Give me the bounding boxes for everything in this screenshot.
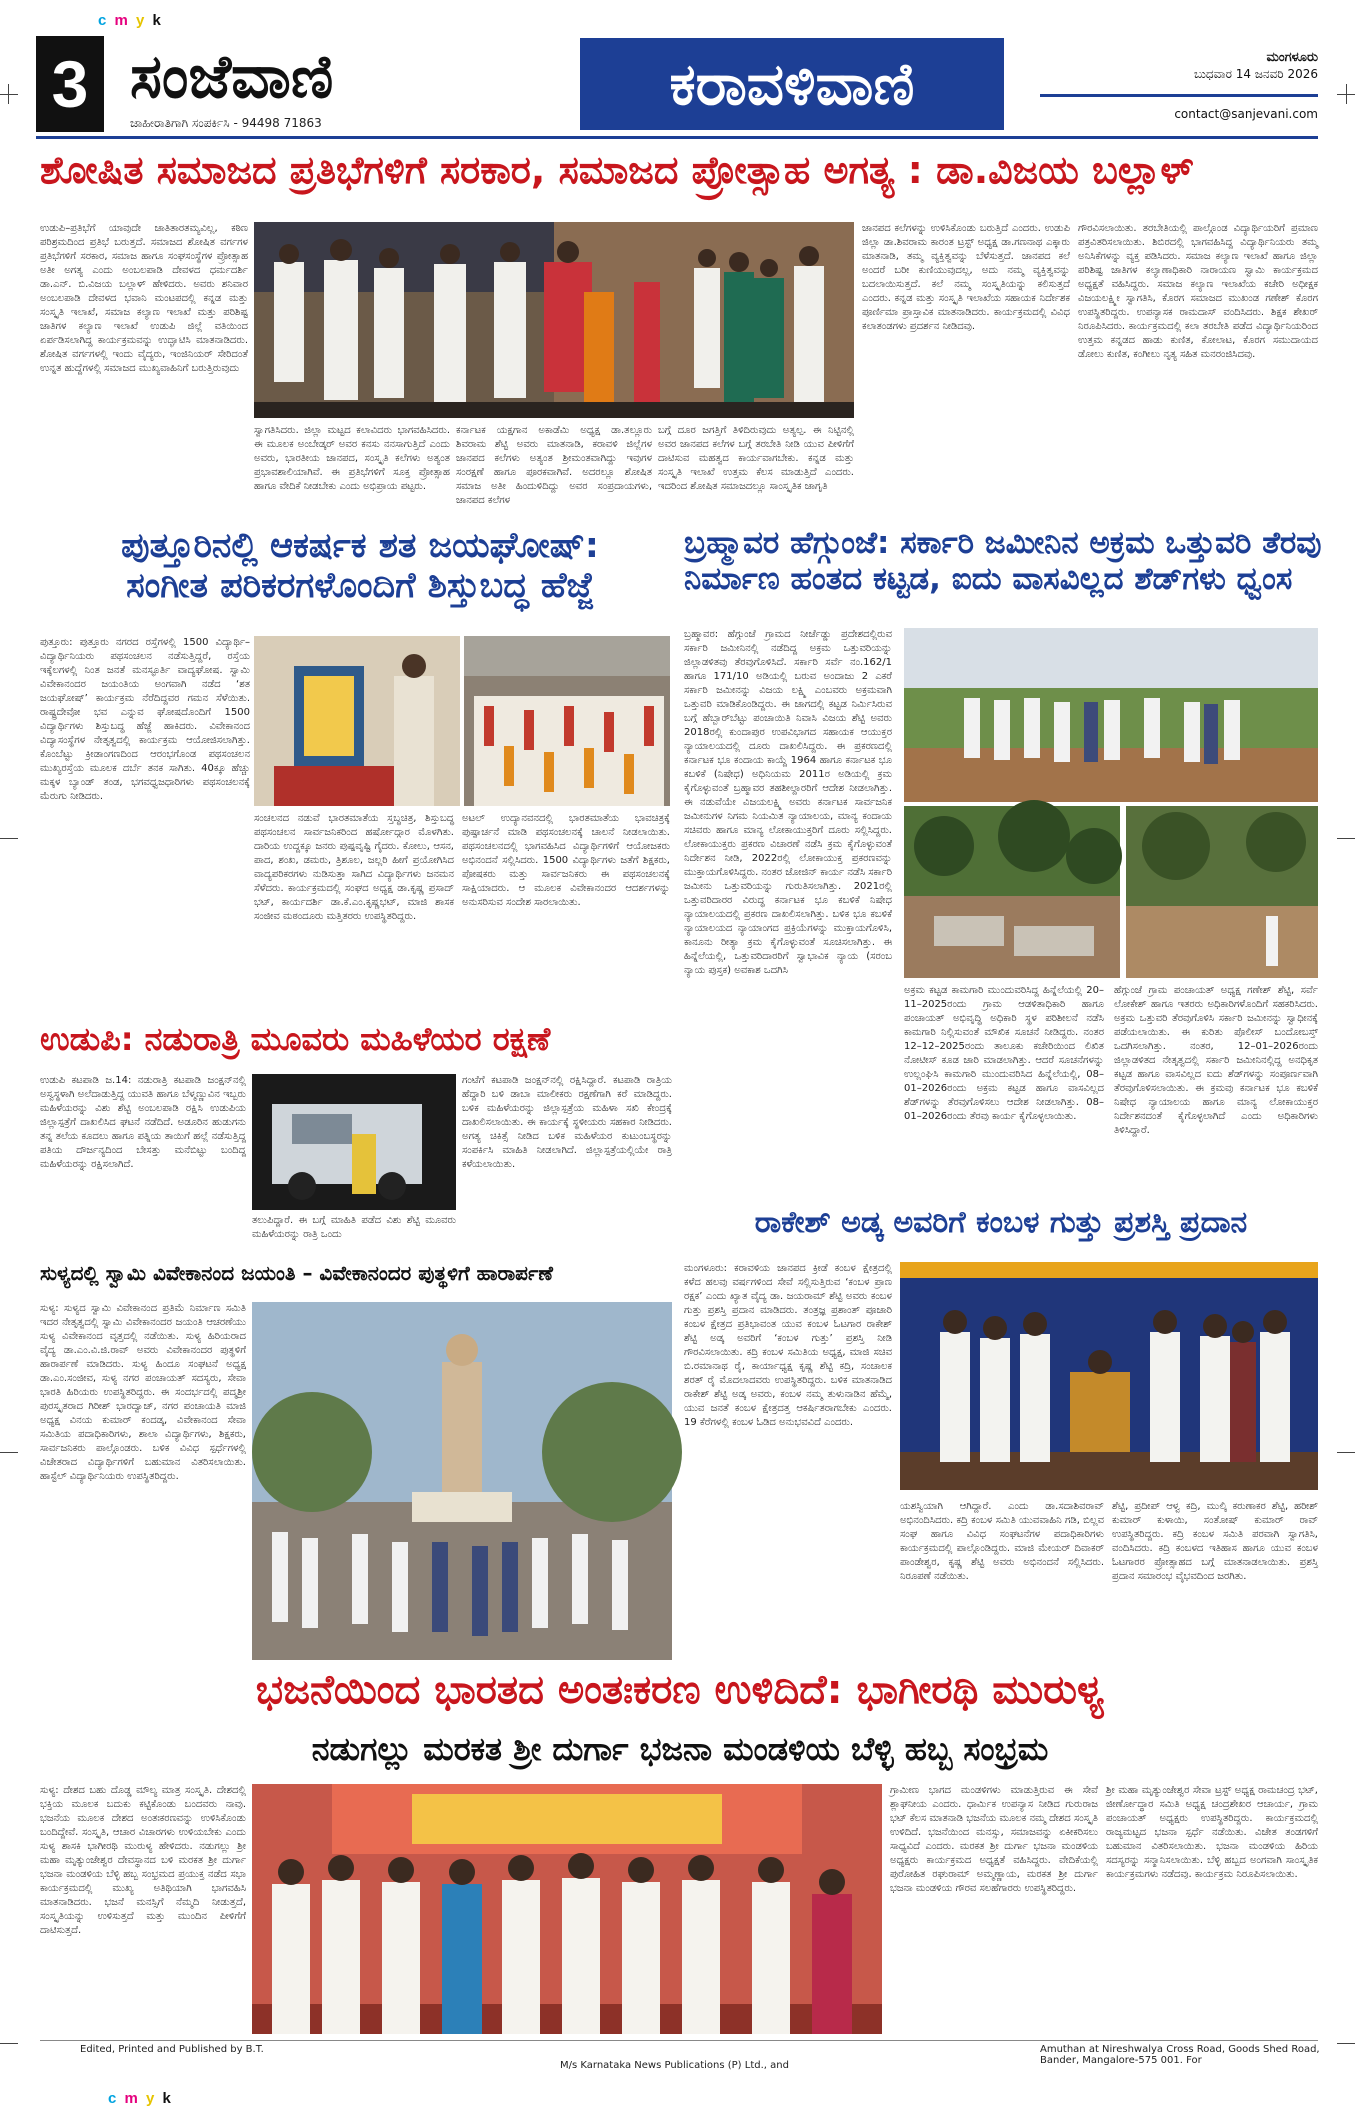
lead-col-mid: ಕರ್ನಾಟಕ ಯಕ್ಷಗಾನ ಅಕಾಡೆಮಿ ಅಧ್ಯಕ್ಷ ಡಾ.ತಲ್ಲೂರು ಶಿವರಾಮ ಶೆಟ್ಟಿ ಅವರು ಮಾತನಾಡಿ, ಕರಾವಳಿ ಜಿಲ್ಲೆಗಳ ಜಾನಪದ ಕಲೆಗಳು ಅತ್ಯಂತ ಶ್ರೀಮಂತವಾಗಿದ್ದು ಇವುಗಳ ಸಂರಕ್ಷಣೆ ಹಾಗೂ ಪೂರಕವಾಗಿವೆ. ಅದರಲ್ಲೂ ಶೋಷಿತ ಸಮಾಜ ಅತೀ ಹಿಂದುಳಿದಿದ್ದು ಅವರ ಸಂಪ್ರದಾಯಗಳು, ಜಾನಪದ ಕಲೆಗಳ <box>456 425 652 506</box>
crop-mark <box>1337 1452 1355 1453</box>
udupi-headline: ಉಡುಪಿ: ನಡುರಾತ್ರಿ ಮೂವರು ಮಹಿಳೆಯರ ರಕ್ಷಣೆ <box>40 1020 551 1058</box>
cmyk-m: m <box>114 12 130 29</box>
crop-mark <box>0 838 18 839</box>
sullia-col-1: ಸುಳ್ಯ: ಸುಳ್ಯದ ಸ್ವಾಮಿ ವಿವೇಕಾನಂದ ಪ್ರತಿಮೆ ನಿರ್ಮಾಣ ಸಮಿತಿ ಇದರ ನೇತೃತ್ವದಲ್ಲಿ ಸ್ವಾಮಿ ವಿವೇಕಾನಂದರ ಜಯಂತಿ ಆಚರಣೆಯು ಸುಳ್ಯ ವಿವೇಕಾನಂದ ವೃತ್ತದಲ್ಲಿ ನಡೆಯಿತು. ಸುಳ್ಯ ಹಿರಿಯರಾದ ವೈದ್ಯ ಡಾ.ಎಂ.ವಿ.ಜಿ.ರಾವ್‌ ಅವರು ವಿವೇಕಾನಂದರ ಪುತ್ಥಳಿಗೆ ಹಾರಾರ್ಪಣೆ ಮಾಡಿದರು. ಸುಳ್ಯ ಹಿಂದೂ ಸಂಘಟನೆ ಅಧ್ಯಕ್ಷ ಡಾ.ಎಂ.ಸಂಜೀವ, ಸುಳ್ಯ ನಗರ ಪಂಚಾಯತ್‌ ಸದಸ್ಯರು, ಸೇವಾ ಭಾರತಿ ಹಿರಿಯರು ಉಪಸ್ಥಿತರಿದ್ದರು. ಈ ಸಂದರ್ಭದಲ್ಲಿ ಪದ್ಮಶ್ರೀ ಪುರಸ್ಕೃತರಾದ ಗಿರೀಶ್ ಭಾರದ್ವಾಜ್, ನಗರ ಪಂಚಾಯತಿ ಮಾಜಿ ಅಧ್ಯಕ್ಷ ವಿನಯ ಕುಮಾರ್ ಕಂದಡ್ಕ, ವಿವೇಕಾನಂದ ಸೇವಾ ಸಮಿತಿಯ ಪದಾಧಿಕಾರಿಗಳು, ಶಾಲಾ ವಿದ್ಯಾರ್ಥಿಗಳು, ಶಿಕ್ಷಕರು, ಸಾರ್ವಜನಿಕರು ಪಾಲ್ಗೊಂಡರು. ಬಳಿಕ ವಿವಿಧ ಸ್ಪರ್ಧೆಗಳಲ್ಲಿ ವಿಜೇತರಾದ ವಿದ್ಯಾರ್ಥಿಗಳಿಗೆ ಬಹುಮಾನ ವಿತರಿಸಲಾಯಿತು. ಹಾಸ್ಟೆಲ್ ವಿದ್ಯಾರ್ಥಿನಿಯರು ಉಪಸ್ಥಿತರಿದ್ದರು. <box>40 1303 246 1482</box>
bhajane-subheadline: ನಡುಗಲ್ಲು ಮರಕತ ಶ್ರೀ ದುರ್ಗಾ ಭಜನಾ ಮಂಡಳಿಯ ಬೆಳ್ಳಿ ಹಬ್ಬ ಸಂಭ್ರಮ <box>311 1730 1049 1768</box>
crop-mark <box>0 94 18 95</box>
udupi-col-1: ಉಡುಪಿ ಕಟಪಾಡಿ ಜ.14: ನಡುರಾತ್ರಿ ಕಟಪಾಡಿ ಜಂಕ್ಷನ್‌ನಲ್ಲಿ ಅಸ್ವಸ್ಥಳಾಗಿ ಅಲೆದಾಡುತ್ತಿದ್ದ ಯುವತಿ ಹಾಗೂ ಬೆಳ್ಮಣ್ಣುವಿನ ಇಬ್ಬರು ಮಹಿಳೆಯರನ್ನು ವಿಶು ಶೆಟ್ಟಿ ಅಂಬಲಪಾಡಿ ರಕ್ಷಿಸಿ ಉಡುಪಿಯ ಜಿಲ್ಲಾಸ್ಪತ್ರೆಗೆ ದಾಖಲಿಸಿದ ಘಟನೆ ನಡೆದಿದೆ. ಅಡೂರಿನ ಹುಡುಗನು ತನ್ನ ತಲೆಯ ಕೂದಲು ಹಾಗೂ ಪತ್ನಿಯ ತಾಯಿಗೆ ಹಲ್ಲೆ ನಡೆಸುತ್ತಿದ್ದ ಪತಿಯ ದೌರ್ಜನ್ಯದಿಂದ ಬೇಸತ್ತು ಮನೆಬಿಟ್ಟು ಬಂದಿದ್ದ ಮಹಿಳೆಯರನ್ನು ರಕ್ಷಿಸಲಾಗಿದೆ. <box>40 1075 246 1170</box>
kambala-col-2: ಯಶಸ್ವಿಯಾಗಿ ಆಗಿದ್ದಾರೆ. ಎಂದು ಡಾ.ಸದಾಶಿವರಾವ್ ಅಭಿನಂದಿಸಿದರು. ಕದ್ರಿ ಕಂಬಳ ಸಮಿತಿ ಯುವವಾಹಿನಿ ಗಡಿ, ಬಿಲ್ಲವ ಸಂಘ ಹಾಗೂ ವಿವಿಧ ಸಂಘಟನೆಗಳ ಪದಾಧಿಕಾರಿಗಳು ಕಾರ್ಯಕ್ರಮದಲ್ಲಿ ಪಾಲ್ಗೊಂಡಿದ್ದರು. ಮಾಜಿ ಮೇಯರ್ ದಿವಾಕರ್ ಪಾಂಡೇಶ್ವರ, ಕೃಷ್ಣ ಶೆಟ್ಟಿ ಅವರು ಅಭಿನಂದನೆ ಸಲ್ಲಿಸಿದರು. ನಿರೂಪಣೆ ನಡೆಯಿತು. <box>900 1501 1104 1582</box>
bhajane-headline: ಭಜನೆಯಿಂದ ಭಾರತದ ಅಂತಃಕರಣ ಉಳಿದಿದೆ: ಭಾಗೀರಥಿ ಮುರುಳ್ಯ <box>255 1667 1105 1713</box>
brahmavar-photo-3 <box>1126 806 1318 978</box>
kambala-headline: ರಾಕೇಶ್ ಅಡ್ಕ ಅವರಿಗೆ ಕಂಬಳ ಗುತ್ತು ಪ್ರಶಸ್ತಿ ಪ್ರದಾನ <box>754 1205 1248 1240</box>
brahmavar-col-3: ಹೆಗ್ಗುಂಜೆ ಗ್ರಾಮ ಪಂಚಾಯತ್‌ ಅಧ್ಯಕ್ಷ ಗಣೇಶ್‌ ಶೆಟ್ಟಿ, ಸರ್ವೆ ಲೋಕೇಶ್‌ ಹಾಗೂ ಇತರರು ಅಧಿಕಾರಿಗಳೊಂದಿಗೆ ಸಹಕರಿಸಿದರು. ಅಕ್ರಮ ಒತ್ತುವರಿ ತೆರವುಗೊಳಿಸಿ ಸರ್ಕಾರಿ ಜಮೀನನ್ನು ಸ್ವಾಧೀನಕ್ಕೆ ಪಡೆಯಲಾಯಿತು. ಈ ಕುರಿತು ಪೊಲೀಸ್‌ ಬಂದೋಬಸ್ತ್‌ ಒದಗಿಸಲಾಗಿತ್ತು. ನಂತರ, 12–01–2026ರಂದು ಜಿಲ್ಲಾಡಳಿತದ ನೇತೃತ್ವದಲ್ಲಿ ಸರ್ಕಾರಿ ಜಮೀನಿನಲ್ಲಿದ್ದ ಅನಧಿಕೃತ ಕಟ್ಟಡ ಹಾಗೂ ವಾಸವಿಲ್ಲದ ಐದು ಶೆಡ್‌ಗಳನ್ನು ಸಂಪೂರ್ಣವಾಗಿ ತೆರವುಗೊಳಿಸಲಾಯಿತು. ಈ ಕ್ರಮವು ಕರ್ನಾಟಕ ಭೂ ಕಬಳಿಕೆ ನಿಷೇಧ ನ್ಯಾಯಾಲಯ ಹಾಗೂ ಮಾನ್ಯ ಲೋಕಾಯುಕ್ತರ ನಿರ್ದೇಶನದಂತೆ ಕೈಗೊಳ್ಳಲಾಗಿದೆ ಎಂದು ಅಧಿಕಾರಿಗಳು ತಿಳಿಸಿದ್ದಾರೆ. <box>1114 985 1318 1136</box>
crop-mark <box>0 1452 18 1453</box>
brahmavar-col-1: ಬ್ರಹ್ಮಾವರ: ಹೆಗ್ಗುಂಜೆ ಗ್ರಾಮದ ನೀರ್ಜೆಡ್ಡು ಪ್ರದೇಶದಲ್ಲಿರುವ ಸರ್ಕಾರಿ ಜಮೀನಿನಲ್ಲಿ ನಡೆದಿದ್ದ ಅಕ್ರಮ ಒತ್ತುವರಿಯನ್ನು ಜಿಲ್ಲಾಡಳಿತವು ತೆರವುಗೊಳಿಸಿದೆ. ಸರ್ಕಾರಿ ಸರ್ವೆ ನಂ.162/1 ಹಾಗೂ 171/10 ಅಡಿಯಲ್ಲಿ ಬರುವ ಅಂದಾಜು 2 ಎಕರೆ ಸರ್ಕಾರಿ ಜಮೀನನ್ನು ವಿಜಯ ಲಕ್ಷ್ಮಿ ಎಂಬವರು ಅಕ್ರಮವಾಗಿ ಒತ್ತುವರಿ ಮಾಡಿಕೊಂಡಿದ್ದರು. ಈ ಜಾಗದಲ್ಲಿ ಕಟ್ಟಡ ನಿರ್ಮಿಸಿರುವ ಬಗ್ಗೆ ಹೆಬ್ಬಾರ್‌ಬೆಟ್ಟು ಪಂಚಾಯಿತಿ ನಿವಾಸಿ ವಿಜಯ ಶೆಟ್ಟಿ ಅವರು 2018ರಲ್ಲಿ ಕುಂದಾಪುರ ಉಪವಿಭಾಗದ ಸಹಾಯಕ ಆಯುಕ್ತರ ನ್ಯಾಯಾಲಯದಲ್ಲಿ ದೂರು ದಾಖಲಿಸಿದ್ದರು. ಈ ಪ್ರಕರಣದಲ್ಲಿ ಕರ್ನಾಟಕ ಭೂ ಕಂದಾಯ ಕಾಯ್ದೆ 1964 ಹಾಗೂ ಕರ್ನಾಟಕ ಭೂ ಕಬಳಿಕೆ (ನಿಷೇಧ) ಅಧಿನಿಯಮ 2011ರ ಅಡಿಯಲ್ಲಿ ಕ್ರಮ ಕೈಗೊಳ್ಳುವಂತೆ ಬ್ರಹ್ಮಾವರ ತಹಶೀಲ್ದಾರರಿಗೆ ಆದೇಶ ನೀಡಲಾಗಿತ್ತು. ಈ ನಡುವೆಯೇ ವಿಜಯಲಕ್ಷ್ಮಿ ಅವರು ಕರ್ನಾಟಕ ಸಾರ್ವಜನಿಕ ಜಮೀನುಗಳ ನಿಗಮ ನಿಯಮಿತ ನ್ಯಾಯಾಲಯ, ಮಾನ್ಯ ಕಂದಾಯ ಸಚಿವರು ಹಾಗೂ ಮಾನ್ಯ ಲೋಕಾಯುಕ್ತರಿಗೆ ದೂರು ಸಲ್ಲಿಸಿದ್ದರು. ಲೋಕಾಯುಕ್ತರು ಪ್ರಕರಣ ವಿಚಾರಣೆ ನಡೆಸಿ ಕ್ರಮ ಕೈಗೊಳ್ಳುವಂತೆ ನಿರ್ದೇಶನ ನೀಡಿ, 2022ರಲ್ಲಿ ಲೋಕಾಯುಕ್ತ ಪ್ರಕರಣವನ್ನು ಮುಕ್ತಾಯಗೊಳಿಸಿದ್ದರು. ನಂತರ ಜೋಜಿನ್‌ ಕಾರ್ಯ ನಡೆಸಿ ಸರ್ಕಾರಿ ಜಮೀನು ಒತ್ತುವರಿಯನ್ನು ಗುರುತಿಸಲಾಗಿತ್ತು. 2021ರಲ್ಲಿ ಒತ್ತುವರಿದಾರರ ವಿರುದ್ಧ ಕರ್ನಾಟಕ ಭೂ ಕಬಳಿಕೆ ನಿಷೇಧ ನ್ಯಾಯಾಲಯದಲ್ಲಿ ಪ್ರಕರಣ ದಾಖಲಿಸಲಾಗಿತ್ತು. ಬಳಿಕ ಭೂ ಕಬಳಿಕೆ ನ್ಯಾಯಾಲಯದ ನ್ಯಾಯಾಂಗದ ಪ್ರಕ್ರಿಯೆಗಳನ್ನು ಮುಕ್ತಾಯಗೊಳಿಸಿ, ಕಾನೂನು ರೀತ್ಯಾ ಕ್ರಮ ಕೈಗೊಳ್ಳುವಂತೆ ಸೂಚಿಸಲಾಗಿತ್ತು. ಈ ಹಿನ್ನೆಲೆಯಲ್ಲಿ, ಒತ್ತುವರಿದಾರರಿಗೆ ಸ್ವಾಭಾವಿಕ ನ್ಯಾಯ (ಸರಂಬ ನ್ಯಾಯ ಪುಸ್ತಕ) ಅವಕಾಶ ಒದಗಿಸಿ <box>684 629 892 976</box>
puttur-photo-2 <box>464 636 670 806</box>
cmyk-y: y <box>136 12 147 29</box>
puttur-col-1: ಪುತ್ತೂರು: ಪುತ್ತೂರು ನಗರದ ರಸ್ತೆಗಳಲ್ಲಿ 1500 ವಿದ್ಯಾರ್ಥಿ–ವಿದ್ಯಾರ್ಥಿನಿಯರು ಪಥಸಂಚಲನ ನಡೆಸುತ್ತಿದ್ದರೆ, ರಸ್ತೆಯ ಇಕ್ಕೆಲಗಳಲ್ಲಿ ನಿಂತ ಜನತೆ ಮನಸ್ಫೂರ್ತಿ ವಾದ್ಯಘೋಷ. ಸ್ವಾಮಿ ವಿವೇಕಾನಂದರ ಜಯಂತಿಯ ಅಂಗವಾಗಿ ನಡೆದ ‘ಶತ ಜಯಘೋಷ್’ ಕಾರ್ಯಕ್ರಮ ನೆರೆದಿದ್ದವರ ಗಮನ ಸೆಳೆಯಿತು. ರಾಷ್ಟ್ರದೇವೋ ಭವ ಎನ್ನುವ ಘೋಷದೊಂದಿಗೆ 1500 ವಿದ್ಯಾರ್ಥಿಗಳು ಶಿಸ್ತುಬದ್ಧ ಹೆಜ್ಜೆ ಹಾಕಿದರು. ವಿವೇಕಾನಂದ ವಿದ್ಯಾಸಂಸ್ಥೆಗಳ ನೇತೃತ್ವದಲ್ಲಿ ಕಾರ್ಯಕ್ರಮ ಆಯೋಜಿಸಲಾಗಿತ್ತು. ಕೊಂಬೆಟ್ಟು ಕ್ರೀಡಾಂಗಣದಿಂದ ಆರಂಭಗೊಂಡ ಪಥಸಂಚಲನ ಮುಖ್ಯರಸ್ತೆಯ ಮೂಲಕ ದರ್ಬೆ ತನಕ ಸಾಗಿತು. 40ಕ್ಕೂ ಹೆಚ್ಚು ಮಕ್ಕಳ ಬ್ಯಾಂಡ್‌ ತಂಡ, ಭಗವಧ್ವಜಧಾರಿಗಳು ಪಥಸಂಚಲನಕ್ಕೆ ಮೆರುಗು ನೀಡಿದರು. <box>40 637 250 802</box>
kambala-photo-image <box>900 1262 1318 1490</box>
brahmavar-headline <box>684 526 1324 626</box>
puttur-headline <box>40 526 680 626</box>
lead-col-far: ಗೌರವಿಸಲಾಯಿತು. ತರಬೇತಿಯಲ್ಲಿ ಪಾಲ್ಗೊಂಡ ವಿದ್ಯಾರ್ಥಿಯರಿಗೆ ಪ್ರಮಾಣ ಪತ್ರವಿತರಿಸಲಾಯಿತು. ಶಿಬಿರದಲ್ಲಿ ಭಾಗವಹಿಸಿದ್ದ ವಿದ್ಯಾರ್ಥಿನಿಯರು ತಮ್ಮ ಅನಿಸಿಕೆಗಳನ್ನು ವ್ಯಕ್ತ ಪಡಿಸಿದರು. ಸಮಾಜ ಕಲ್ಯಾಣ ಇಲಾಖೆ ಹಾಗೂ ಜಿಲ್ಲಾ ಪರಿಶಿಷ್ಟ ಜಾತಿಗಳ ಕಲ್ಯಾಣಾಧಿಕಾರಿ ನಾರಾಯಣ ಸ್ವಾಮಿ ಕಾರ್ಯಕ್ರಮದ ಅಧ್ಯಕ್ಷತೆ ವಹಿಸಿದ್ದರು. ಸಮಾಜ ಕಲ್ಯಾಣ ಇಲಾಖೆಯ ಕಚೇರಿ ಅಧೀಕ್ಷಕ ವಿಜಯಲಕ್ಷ್ಮೀ ಸ್ವಾಗತಿಸಿ, ಕೊರಗ ಸಮಾಜದ ಮುಖಂಡ ಗಣೇಶ್‌ ಕೊರಗ ಉಪಸ್ಥಿತರಿದ್ದರು. ಉಪನ್ಯಾಸಕ ರಾಮದಾಸ್‌ ವಂದಿಸಿದರು. ಶಿಕ್ಷಕ ಶೇಖರ್‌ ನಿರೂಪಿಸಿದರು. ಕಾರ್ಯಕ್ರಮದಲ್ಲಿ ಕಲಾ ತರಬೇತಿ ಪಡೆದ ವಿದ್ಯಾರ್ಥಿನಿಯರಿಂದ ಉತ್ತಮ ಕನ್ನಡದ ಹಾಡು ಕುಣಿತ, ಕೋಲಾಟ, ಕೊರಗ ಸಮುದಾಯದ ಡೋಲು ಕುಣಿತ, ಕಂಗೀಲು ನೃತ್ಯ ಸಹಿತ ಮನರಂಜಿಸಿದವು. <box>1078 223 1318 360</box>
brahmavar-headline-line-2: ನಿರ್ಮಾಣ ಹಂತದ ಕಟ್ಟಡ, ಐದು ವಾಸವಿಲ್ಲದ ಶೆಡ್‌ಗಳು ಧ್ವಂಸ <box>684 560 1293 597</box>
bhajane-photo-image <box>252 1784 882 2034</box>
cmyk-k: k <box>162 2090 173 2107</box>
masthead-brand-left <box>130 38 480 128</box>
lead-headline: ಶೋಷಿತ ಸಮಾಜದ ಪ್ರತಿಭೆಗಳಿಗೆ ಸರಕಾರ, ಸಮಾಜದ ಪ್ರೋತ್ಸಾಹ ಅಗತ್ಯ : ಡಾ.ವಿಜಯ ಬಲ್ಲಾಳ್ <box>40 148 1194 192</box>
brahmavar-photo-2 <box>904 806 1120 978</box>
crop-mark <box>1337 2043 1355 2044</box>
contact-email[interactable]: contact@sanjevani.com <box>1174 107 1318 121</box>
masthead-rule <box>1040 94 1318 97</box>
advertising-contact: ಜಾಹೀರಾತಿಗಾಗಿ ಸಂಪರ್ಕಿಸಿ - 94498 71863 <box>130 116 322 130</box>
crop-mark <box>1346 84 1347 104</box>
bhajane-col-2: ಗ್ರಾಮೀಣ ಭಾಗದ ಮಂಡಳಿಗಳು ಮಾಡುತ್ತಿರುವ ಈ ಸೇವೆ ಶ್ಲಾಘನೀಯ ಎಂದರು. ಧಾರ್ಮಿಕ ಉಪನ್ಯಾಸ ನೀಡಿದ ಗುರುರಾಜ ಭಟ್ ಕೆಲಸ ಮಾತನಾಡಿ ಭಜನೆಯ ಮೂಲಕ ನಮ್ಮ ದೇಶದ ಸಂಸ್ಕೃತಿ ಉಳಿದಿದೆ. ಭಜನೆಯಿಂದ ಮನಸ್ಸು, ಸಮಾಜವನ್ನು ಏಕೀಕರಿಸಲು ಸಾಧ್ಯವಿದೆ ಎಂದರು. ಮರಕತ ಶ್ರೀ ದುರ್ಗಾ ಭಜನಾ ಮಂಡಳಿಯ ಅಧ್ಯಕ್ಷರು ಕಾರ್ಯಕ್ರಮದ ಅಧ್ಯಕ್ಷತೆ ವಹಿಸಿದ್ದರು. ವೇದಿಕೆಯಲ್ಲಿ ಪುರೋಹಿತ ರಘುರಾಮ್ ಅಮ್ಮಣ್ಣಾಯ, ಮರಕತ ಶ್ರೀ ದುರ್ಗಾ ಭಜನಾ ಮಂಡಳಿಯ ಗೌರವ ಸಲಹೆಗಾರರು ಉಪಸ್ಥಿತರಿದ್ದರು. <box>890 1785 1098 1894</box>
masthead-bottom-rule <box>36 136 1318 139</box>
brahmavar-col-2: ಅಕ್ರಮ ಕಟ್ಟಡ ಕಾಮಗಾರಿ ಮುಂದುವರಿಸಿದ್ದ ಹಿನ್ನೆಲೆಯಲ್ಲಿ 20–11–2025ರಂದು ಗ್ರಾಮ ಆಡಳಿತಾಧಿಕಾರಿ ಹಾಗೂ ಪಂಚಾಯತ್ ಅಭಿವೃದ್ಧಿ ಅಧಿಕಾರಿ ಸ್ಥಳ ಪರಿಶೀಲನೆ ನಡೆಸಿ ಕಾಮಗಾರಿ ನಿಲ್ಲಿಸುವಂತೆ ಮೌಖಿಕ ಸೂಚನೆ ನೀಡಿದ್ದರು. ನಂತರ 12–12–2025ರಂದು ತಾಲೂಕು ಕಚೇರಿಯಿಂದ ಲಿಖಿತ ನೋಟೀಸ್‌ ಕೂಡ ಜಾರಿ ಮಾಡಲಾಗಿತ್ತು. ಆದರೆ ಸೂಚನೆಗಳನ್ನು ಉಲ್ಲಂಘಿಸಿ ಕಾಮಗಾರಿ ಮುಂದುವರಿಸಿದ ಹಿನ್ನೆಲೆಯಲ್ಲಿ, 08–01–2026ರಂದು ಅಕ್ರಮ ಕಟ್ಟಡ ಹಾಗೂ ವಾಸವಿಲ್ಲದ ಶೆಡ್‌ಗಳನ್ನು ತೆರವುಗೊಳಿಸಲು ಆದೇಶ ನೀಡಲಾಗಿತ್ತು. 08–01–2026ರಂದು ತೆರವು ಕಾರ್ಯ ಕೈಗೊಳ್ಳಲಾಯಿತು. <box>904 985 1104 1122</box>
cmyk-c: c <box>108 2090 119 2107</box>
masthead-meta <box>1040 50 1318 130</box>
crop-mark <box>8 84 9 104</box>
kambala-col-3: ಶೆಟ್ಟಿ, ಪ್ರದೀಪ್ ಆಳ್ವ ಕದ್ರಿ, ಮುಲ್ಕಿ ಕರುಣಾಕರ ಶೆಟ್ಟಿ, ಹರೀಶ್ ಕುಮಾರ್ ಕುಳಾಯಿ, ಸಂತೋಷ್ ಕುಮಾರ್ ರಾವ್ ಉಪಸ್ಥಿತರಿದ್ದರು. ಕದ್ರಿ ಕಂಬಳ ಸಮಿತಿ ಪರವಾಗಿ ಸ್ವಾಗತಿಸಿ, ವಂದಿಸಿದರು. ಕದ್ರಿ ಕಂಬಳದ ಇತಿಹಾಸ ಹಾಗೂ ಯುವ ಕಂಬಳ ಓಟಗಾರರ ಪ್ರೋತ್ಸಾಹದ ಬಗ್ಗೆ ಮಾತನಾಡಲಾಯಿತು. ಪ್ರಶಸ್ತಿ ಪ್ರದಾನ ಸಮಾರಂಭ ವೈಭವದಿಂದ ಜರಗಿತು. <box>1112 1501 1318 1582</box>
bhajane-col-1: ಸುಳ್ಯ: ದೇಶದ ಬಹು ದೊಡ್ಡ ಮೌಲ್ಯ ಮಾತ್ರ ಸಂಸ್ಕೃತಿ. ದೇಶದಲ್ಲಿ ಭಕ್ತಿಯ ಮೂಲಕ ಬದುಕು ಕಟ್ಟಿಕೊಂಡು ಬಂದವರು ನಾವು. ಭಜನೆಯ ಮೂಲಕ ದೇಶದ ಅಂತಃಕರಣವನ್ನು ಉಳಿಸಿಕೊಂಡು ಬಂದಿದ್ದೇವೆ. ಸಂಸ್ಕೃತಿ, ಆಚಾರ ವಿಚಾರಗಳು ಉಳಿಯಬೇಕು ಎಂದು ಸುಳ್ಯ ಶಾಸಕಿ ಭಾಗೀರಥಿ ಮುರುಳ್ಯ ಹೇಳಿದರು. ನಡುಗಲ್ಲು ಶ್ರೀ ಮಹಾ ಮೃತ್ಯುಂಜೇಶ್ವರ ದೇವಸ್ಥಾನದ ಬಳಿ ಮರಕತ ಶ್ರೀ ದುರ್ಗಾ ಭಜನಾ ಮಂಡಳಿಯ ಬೆಳ್ಳಿ ಹಬ್ಬ ಸಂಭ್ರಮದ ಪ್ರಯುಕ್ತ ನಡೆದ ಸಭಾ ಕಾರ್ಯಕ್ರಮದಲ್ಲಿ ಮುಖ್ಯ ಅತಿಥಿಯಾಗಿ ಭಾಗವಹಿಸಿ ಮಾತನಾಡಿದರು. ಭಜನೆ ಮನಸ್ಸಿಗೆ ನೆಮ್ಮದಿ ನೀಡುತ್ತದೆ, ಸಂಸ್ಕೃತಿಯನ್ನು ಉಳಿಸುತ್ತದೆ ಮತ್ತು ಮುಂದಿನ ಪೀಳಿಗೆಗೆ ದಾಟಿಸುತ್ತದೆ. <box>40 1785 246 1936</box>
puttur-headline-line-1: ಪುತ್ತೂರಿನಲ್ಲಿ ಆಕರ್ಷಕ ಶತ ಜಯಘೋಷ್: <box>121 526 599 566</box>
brahmavar-photo-1 <box>904 628 1318 802</box>
lead-col-right: ಜಾನಪದ ಕಲೆಗಳನ್ನು ಉಳಿಸಿಕೊಂಡು ಬರುತ್ತಿದೆ ಎಂದರು. ಉಡುಪಿ ಜಿಲ್ಲಾ ಡಾ.ಶಿವರಾಮ ಕಾರಂತ ಟ್ರಸ್ಟ್‌ ಅಧ್ಯಕ್ಷ ಡಾ.ಗಣನಾಥ ಎಕ್ಕಾರು ಮಾತನಾಡಿ, ತಮ್ಮ ವ್ಯಕ್ತಿತ್ವವನ್ನು ಬೆಳೆಸುತ್ತದೆ. ಜಾನಪದ ಕಲೆ ಅಂದರೆ ಬರೀ ಕುಣಿಯುವುದಲ್ಲ, ಅದು ನಮ್ಮ ವ್ಯಕ್ತಿತ್ವವನ್ನು ಬದಲಾಯಿಸುತ್ತದೆ. ಕಲೆ ನಮ್ಮ ಸಂಸ್ಕೃತಿಯನ್ನು ಕಲಿಸುತ್ತದೆ ಎಂದರು. ಕನ್ನಡ ಮತ್ತು ಸಂಸ್ಕೃತಿ ಇಲಾಖೆಯ ಸಹಾಯಕ ನಿರ್ದೇಶಕ ಪೂರ್ಣಿಮಾ ಪ್ರಾಸ್ತಾವಿಕ ಮಾತನಾಡಿದರು. ಕಾರ್ಯಕ್ರಮದಲ್ಲಿ ವಿವಿಧ ಕಲಾತಂಡಗಳು ಪ್ರದರ್ಶನ ನೀಡಿದವು. <box>862 223 1070 332</box>
footer-imprint-left: Edited, Printed and Published by B.T. <box>80 2044 264 2055</box>
cmyk-marks-bottom <box>108 2090 173 2107</box>
brahmavar-photo-3-image <box>1126 806 1318 978</box>
bhajane-photo <box>252 1784 882 2034</box>
lead-col-1: ಉಡುಪಿ–ಪ್ರತಿಭೆಗೆ ಯಾವುದೇ ಜಾತಿತಾರತಮ್ಯವಿಲ್ಲ, ಕಠಿಣ ಪರಿಶ್ರಮದಿಂದ ಪ್ರತಿಭೆ ಬರುತ್ತದೆ. ಸಮಾಜದ ಶೋಷಿತ ವರ್ಗಗಳ ಪ್ರತಿಭೆಗಳಿಗೆ ಸರಕಾರ, ಸಮಾಜ ಹಾಗೂ ಸಂಘಸಂಸ್ಥೆಗಳ ಪ್ರೋತ್ಸಾಹ ಅತೀ ಅಗತ್ಯ ಎಂದು ಅಂಬಲಪಾಡಿ ದೇವಳದ ಧರ್ಮದರ್ಶಿ ಡಾ.ಎನ್. ಬಿ.ವಿಜಯ ಬಲ್ಲಾಳ್ ಹೇಳಿದರು. ಅವರು ಶನಿವಾರ ಅಂಬಲಪಾಡಿ ದೇವಳದ ಭವಾನಿ ಮಂಟಪದಲ್ಲಿ ಕನ್ನಡ ಮತ್ತು ಸಂಸ್ಕೃತಿ ಇಲಾಖೆ, ಸಮಾಜ ಕಲ್ಯಾಣ ಇಲಾಖೆ ಮತ್ತು ಪರಿಶಿಷ್ಟ ಜಾತಿಗಳ ಕಲ್ಯಾಣ ಇಲಾಖೆ ಉಡುಪಿ ಜಿಲ್ಲೆ ವತಿಯಿಂದ ಏರ್ಪಡಿಸಲಾಗಿದ್ದ ಕಾರ್ಯಕ್ರಮವನ್ನು ಉದ್ಘಾಟಿಸಿ ಮಾತನಾಡಿದರು. ಶೋಷಿತ ವರ್ಗಗಳಲ್ಲಿ ಇಂದು ವೈದ್ಯರು, ಇಂಜಿನಿಯರ್‌ ಸೇರಿದಂತೆ ಉನ್ನತ ಹುದ್ದೆಗಳಲ್ಲಿ ಸಮಾಜದ ಮುಖ್ಯವಾಹಿನಿಗೆ ಬರುತ್ತಿರುವುದು <box>40 223 248 374</box>
footer-imprint-right: Amuthan at Nireshwalya Cross Road, Goods Shed Road, Bander, Mangalore-575 001. For <box>1040 2044 1320 2066</box>
edition-date: ಬುಧವಾರ 14 ಜನವರಿ 2026 <box>1193 67 1318 81</box>
udupi-caption: ತಲುಪಿದ್ದಾರೆ. ಈ ಬಗ್ಗೆ ಮಾಹಿತಿ ಪಡೆದ ವಿಶು ಶೆಟ್ಟಿ ಮೂವರು ಮಹಿಳೆಯರನ್ನು ರಾತ್ರಿ ಒಂದು <box>252 1215 456 1240</box>
kambala-col-1: ಮಂಗಳೂರು: ಕರಾವಳಿಯ ಜಾನಪದ ಕ್ರೀಡೆ ಕಂಬಳ ಕ್ಷೇತ್ರದಲ್ಲಿ ಕಳೆದ ಹಲವು ವರ್ಷಗಳಿಂದ ಸೇವೆ ಸಲ್ಲಿಸುತ್ತಿರುವ ‘ಕಂಬಳ ಪ್ರಾಣ ರಕ್ಷಕ’ ಎಂದು ಖ್ಯಾತ ವೈದ್ಯ ಡಾ. ಜಯರಾಮ್‌ ಶೆಟ್ಟಿ ಅವರು ಕಂಬಳ ಗುತ್ತು ಪ್ರಶಸ್ತಿ ಪ್ರದಾನ ಮಾಡಿದರು. ತಂತ್ರಜ್ಞ ಪ್ರಶಾಂತ್ ಪೂಜಾರಿ ಕಂಬಳ ಕ್ಷೇತ್ರದ ಪ್ರತಿಭಾವಂತ ಯುವ ಕಂಬಳ ಓಟಗಾರ ರಾಕೇಶ್ ಶೆಟ್ಟಿ ಅಡ್ಕ ಅವರಿಗೆ ‘ಕಂಬಳ ಗುತ್ತು’ ಪ್ರಶಸ್ತಿ ನೀಡಿ ಗೌರವಿಸಲಾಯಿತು. ಕದ್ರಿ ಕಂಬಳ ಸಮಿತಿಯ ಅಧ್ಯಕ್ಷ, ಮಾಜಿ ಸಚಿವ ಬಿ.ರಮಾನಾಥ ರೈ, ಕಾರ್ಯಾಧ್ಯಕ್ಷ ಕೃಷ್ಣ ಶೆಟ್ಟಿ ಕದ್ರಿ, ಸಂಚಾಲಕ ಶರತ್ ರೈ ಮೊದಲಾದವರು ಉಪಸ್ಥಿತರಿದ್ದರು. ಬಳಿಕ ಮಾತನಾಡಿದ ರಾಕೇಶ್ ಶೆಟ್ಟಿ ಅಡ್ಕ ಅವರು, ಕಂಬಳ ನಮ್ಮ ತುಳುನಾಡಿನ ಹೆಮ್ಮೆ, ಯುವ ಜನತೆ ಕಂಬಳ ಕ್ಷೇತ್ರದತ್ತ ಆಕರ್ಷಿತರಾಗಬೇಕು ಎಂದರು. 19 ಕೆರೆಗಳಲ್ಲಿ ಕಂಬಳ ಓಡಿದ ಅನುಭವವಿದೆ ಎಂದರು. <box>684 1263 892 1428</box>
puttur-col-3: ಅಟಲ್ ಉದ್ಯಾನವನದಲ್ಲಿ ಭಾರತಮಾತೆಯ ಭಾವಚಿತ್ರಕ್ಕೆ ಪುಷ್ಪಾರ್ಚನೆ ಮಾಡಿ ಪಥಸಂಚಲನಕ್ಕೆ ಚಾಲನೆ ನೀಡಲಾಯಿತು. ಪಥಸಂಚಲನದಲ್ಲಿ ಭಾಗವಹಿಸಿದ ವಿದ್ಯಾರ್ಥಿಗಳಿಗೆ ಆಯೋಜಕರು ಅಭಿನಂದನೆ ಸಲ್ಲಿಸಿದರು. 1500 ವಿದ್ಯಾರ್ಥಿಗಳು ಜತೆಗೆ ಶಿಕ್ಷಕರು, ಪೋಷಕರು ಮತ್ತು ಸಾರ್ವಜನಿಕರು ಈ ಪಥಸಂಚಲನಕ್ಕೆ ಸಾಕ್ಷಿಯಾದರು. ಆ ಮೂಲಕ ವಿವೇಕಾನಂದರ ಆದರ್ಶಗಳನ್ನು ಅನುಸರಿಸುವ ಸಂದೇಶ ಸಾರಲಾಯಿತು. <box>462 813 670 908</box>
lead-col-mid-2: ಬಗ್ಗೆ ದೂರ ಜಗತ್ತಿಗೆ ತಿಳಿದಿರುವುದು ಅತ್ಯಲ್ಪ. ಈ ನಿಟ್ಟಿನಲ್ಲಿ ಅವರ ಜಾನಪದ ಕಲೆಗಳ ಬಗ್ಗೆ ತರಬೇತಿ ನೀಡಿ ಯುವ ಪೀಳಿಗೆಗೆ ದಾಟಿಸುವ ಮಹತ್ವದ ಕಾರ್ಯವಾಗಬೇಕು. ಕನ್ನಡ ಮತ್ತು ಸಂಸ್ಕೃತಿ ಇಲಾಖೆ ಉತ್ತಮ ಕೆಲಸ ಮಾಡುತ್ತಿದೆ ಎಂದರು. ಇದರಿಂದ ಶೋಷಿತ ಸಮಾಜದಲ್ಲೂ ಸಾಂಸ್ಕೃತಿಕ ಜಾಗೃತಿ <box>658 425 854 492</box>
sullia-photo <box>252 1302 672 1660</box>
cmyk-y: y <box>146 2090 157 2107</box>
udupi-photo <box>252 1074 456 1210</box>
bhajane-col-3: ಶ್ರೀ ಮಹಾ ಮೃತ್ಯುಂಜೇಶ್ವರ ಸೇವಾ ಟ್ರಸ್ಟ್ ಅಧ್ಯಕ್ಷ ರಾಮಚಂದ್ರ ಭಟ್, ಜೀರ್ಣೋದ್ಧಾರ ಸಮಿತಿ ಅಧ್ಯಕ್ಷ ಚಂದ್ರಶೇಖರ ಆಚಾರ್ಯ, ಗ್ರಾಮ ಪಂಚಾಯತ್ ಅಧ್ಯಕ್ಷರು ಉಪಸ್ಥಿತರಿದ್ದರು. ಕಾರ್ಯಕ್ರಮದಲ್ಲಿ ರಾಜ್ಯಮಟ್ಟದ ಭಜನಾ ಸ್ಪರ್ಧೆ ನಡೆಯಿತು. ವಿಜೇತ ತಂಡಗಳಿಗೆ ಬಹುಮಾನ ವಿತರಿಸಲಾಯಿತು. ಭಜನಾ ಮಂಡಳಿಯ ಹಿರಿಯ ಸದಸ್ಯರನ್ನು ಸನ್ಮಾನಿಸಲಾಯಿತು. ಬೆಳ್ಳಿ ಹಬ್ಬದ ಅಂಗವಾಗಿ ಸಾಂಸ್ಕೃತಿಕ ಕಾರ್ಯಕ್ರಮಗಳು ನಡೆದವು. ಕಾರ್ಯಕ್ರಮ ನಿರೂಪಿಸಲಾಯಿತು. <box>1106 1785 1318 1880</box>
footer-imprint-center: M/s Karnataka News Publications (P) Ltd., and <box>560 2060 789 2071</box>
page-number: 3 <box>36 36 104 132</box>
puttur-photo-1-image <box>254 636 460 806</box>
kambala-photo <box>900 1262 1318 1490</box>
brand-sanjevani-logo: ಸಂಜೆವಾಣಿ <box>130 42 334 112</box>
puttur-photo-1 <box>254 636 460 806</box>
lead-photo-image <box>254 222 854 418</box>
lead-caption-text: ಸ್ವಾಗತಿಸಿದರು. ಜಿಲ್ಲಾ ಮಟ್ಟದ ಕಲಾವಿದರು ಭಾಗವಹಿಸಿದರು. ಈ ಮೂಲಕ ಅಂಬೇಡ್ಕರ್‌ ಅವರ ಕನಸು ನನಸಾಗುತ್ತಿದೆ ಎಂದು ಅವರು, ಭಾರತೀಯ ಜಾನಪದ, ಸಂಸ್ಕೃತಿ ಕಲೆಗಳು ಅತ್ಯಂತ ಪ್ರಭಾವಶಾಲಿಯಾಗಿವೆ. ಈ ಪ್ರತಿಭೆಗಳಿಗೆ ಸೂಕ್ತ ಪ್ರೋತ್ಸಾಹ ಹಾಗೂ ವೇದಿಕೆ ನೀಡಬೇಕು ಎಂದು ಅಭಿಪ್ರಾಯ ಪಟ್ಟರು. <box>254 425 450 492</box>
sullia-headline: ಸುಳ್ಯದಲ್ಲಿ ಸ್ವಾಮಿ ವಿವೇಕಾನಂದ ಜಯಂತಿ – ವಿವೇಕಾನಂದರ ಪುತ್ಥಳಿಗೆ ಹಾರಾರ್ಪಣೆ <box>40 1261 553 1285</box>
cmyk-m: m <box>124 2090 140 2107</box>
cmyk-c: c <box>98 12 109 29</box>
brand-karavalivani-logo: ಕರಾವಳಿವಾಣಿ <box>580 38 1004 130</box>
puttur-col-2: ಸಂಚಲನದ ನಡುವೆ ಭಾರತಮಾತೆಯ ಸ್ತಬ್ಧಚಿತ್ರ, ಶಿಸ್ತುಬದ್ಧ ಪಥಸಂಚಲನ ಸಾರ್ವಜನಿಕರಿಂದ ಹರ್ಷೋದ್ಗಾರ ಮೊಳಗಿತು. ದಾರಿಯ ಉದ್ದಕ್ಕೂ ಜನರು ಪುಷ್ಪವೃಷ್ಟಿ ಗೈದರು. ಕೋಲು, ಆಸನ, ಪಾದ, ಶಂಖ, ಡಮರು, ತ್ರಿಶೂಲ, ಜಲ್ಲರಿ ಹೀಗೆ ಪ್ರಯೋಗಿಸಿದ ವಾದ್ಯಪರಿಕರಗಳು ನುಡಿಸುತ್ತಾ ಸಾಗಿದ ವಿದ್ಯಾರ್ಥಿಗಳು ಜನಮನ ಸೆಳೆದರು. ಕಾರ್ಯಕ್ರಮದಲ್ಲಿ ಸಂಘದ ಅಧ್ಯಕ್ಷ ಡಾ.ಕೃಷ್ಣ ಪ್ರಸಾದ್ ಭಟ್, ಕಾರ್ಯದರ್ಶಿ ಡಾ.ಕೆ.ಎಂ.ಕೃಷ್ಣಭಟ್, ಮಾಜಿ ಶಾಸಕ ಸಂಜೀವ ಮಠಂದೂರು ಮತ್ತಿತರರು ಉಪಸ್ಥಿತರಿದ್ದರು. <box>254 813 454 922</box>
lead-photo <box>254 222 854 418</box>
cmyk-marks-top <box>98 12 163 29</box>
brahmavar-headline-line-1: ಬ್ರಹ್ಮಾವರ ಹೆಗ್ಗುಂಜೆ: ಸರ್ಕಾರಿ ಜಮೀನಿನ ಅಕ್ರಮ ಒತ್ತುವರಿ ತೆರವು <box>684 525 1322 561</box>
edition-city: ಮಂಗಳೂರು <box>1266 50 1318 65</box>
crop-mark <box>1337 838 1355 839</box>
crop-mark <box>0 2043 18 2044</box>
brahmavar-photo-1-image <box>904 628 1318 802</box>
udupi-col-2: ಗಂಟೆಗೆ ಕಟಪಾಡಿ ಜಂಕ್ಷನ್‌ನಲ್ಲಿ ರಕ್ಷಿಸಿದ್ದಾರೆ. ಕಟಪಾಡಿ ರಾತ್ರಿಯ ಹೆದ್ದಾರಿ ಬಳಿ ಡಾಬಾ ಮಾಲೀಕರು ರಕ್ಷಣೆಗಾಗಿ ಕರೆ ಮಾಡಿದ್ದರು. ಬಳಿಕ ಮಹಿಳೆಯರನ್ನು ಜಿಲ್ಲಾಸ್ಪತ್ರೆಯ ಮಹಿಳಾ ಸಖಿ ಕೇಂದ್ರಕ್ಕೆ ದಾಖಲಿಸಲಾಯಿತು. ಈ ಕಾರ್ಯಕ್ಕೆ ಸ್ಥಳೀಯರು ಸಹಕಾರ ನೀಡಿದರು. ಅಗತ್ಯ ಚಿಕಿತ್ಸೆ ನೀಡಿದ ಬಳಿಕ ಮಹಿಳೆಯರ ಕುಟುಂಬಸ್ಥರನ್ನು ಸಂಪರ್ಕಿಸಿ ಮಾಹಿತಿ ನೀಡಲಾಗಿದೆ. ಜಿಲ್ಲಾಸ್ಪತ್ರೆಯಲ್ಲಿಯೇ ರಾತ್ರಿ ಕಳೆಯಲಾಯಿತು. <box>462 1075 672 1170</box>
puttur-headline-line-2: ಸಂಗೀತ ಪರಿಕರಗಳೊಂದಿಗೆ ಶಿಸ್ತುಬದ್ಧ ಹೆಜ್ಜೆ <box>126 566 594 607</box>
footer-rule <box>40 2040 1318 2041</box>
puttur-photo-2-image <box>464 636 670 806</box>
cmyk-k: k <box>152 12 163 29</box>
brahmavar-photo-2-image <box>904 806 1120 978</box>
sullia-photo-image <box>252 1302 672 1660</box>
udupi-photo-image <box>252 1074 456 1210</box>
